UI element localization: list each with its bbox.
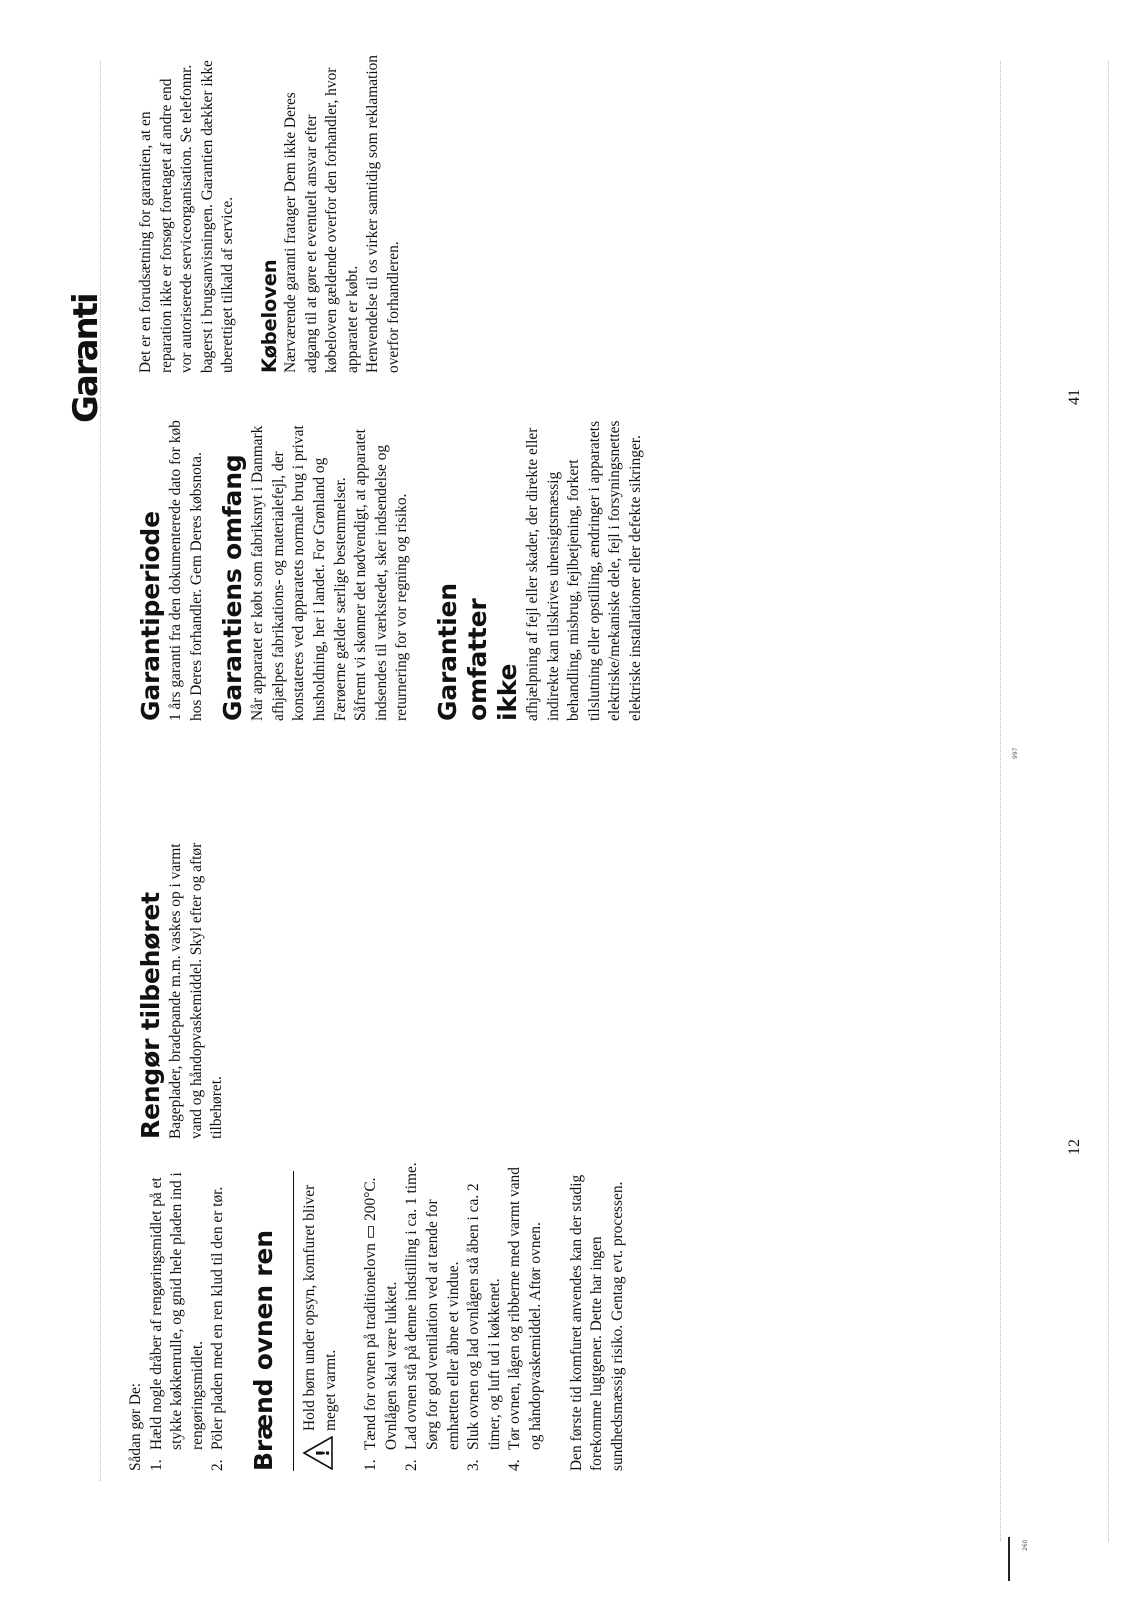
warning-text: Hold børn under opsyn, komfuret bliver meget varmt. xyxy=(300,1184,339,1431)
intro-text: Sådan gør De: xyxy=(127,1382,144,1471)
section-body: afhjælpning af fejl eller skader, der direkte eller indirekte kan tilskrives uhensigtsmæssig behandling, misbrug, fejlbetjening, forkert tilslutning eller opstilling, ændringer i apparatets elektriske/mekaniske dele, fejl i forsyningsnettes elektriske installationer eller defekte sikringer. xyxy=(523,420,644,721)
svg-text:!: ! xyxy=(312,1448,334,1458)
burn-steps xyxy=(361,1161,546,1471)
right-column-2 xyxy=(136,55,405,373)
burn-step: 1. Tænd for ovnen på traditionelovn ▭ 200°C. Ovnlågen skal være lukket. xyxy=(362,1177,400,1471)
warning-triangle-icon xyxy=(302,1435,334,1471)
page-number-right: 41 xyxy=(1066,389,1083,405)
left-column-1 xyxy=(126,1161,628,1471)
section-body: Når apparatet er købt som fabriksnyt i Danmark afhjælpes fabrikations- og materialefejl, der konstateres ved apparatets normale brug i privat husholdning, her i landet. For Grønland og Færøerne gælder særlige bestemmelser. xyxy=(249,425,349,721)
kob-text: Henvendelse til os virker samtidig som reklamation overfor forhandleren. xyxy=(364,54,402,373)
scan-dots-bottom xyxy=(1000,61,1001,1541)
page-title: Garanti xyxy=(66,294,106,423)
service-text: Det er en forudsætning for garantien, at en reparation ikke er forsøgt foretaget af andre end vor autoriserede serviceorganisation. Se telefonnr. bagerst i brugsanvisningen. Garantien dækker ikke uberettiget tilkald af service. xyxy=(137,60,237,373)
burn-step: 2. Lad ovnen stå på denne indstilling i ca. 1 time. Sørg for god ventilation ved at tænde for emhætten eller åbne et vindue. xyxy=(403,1162,462,1471)
kob-text: Nærværende garanti fratager Dem ikke Deres adgang til at gøre et eventuelt ansvar efter købeloven gældende overfor den forhandler, hvor apparatet er købt. xyxy=(281,67,361,373)
accessories-text: Bageplader, bradepande m.m. vaskes op i varmt vand og håndopvaskemiddel. Skyl efter og aftør tilbehøret. xyxy=(167,842,226,1139)
page-code-left: 260 xyxy=(1022,1539,1029,1551)
burn-step-note: Ovnlågen skal være lukket. xyxy=(382,1281,400,1450)
scan-dots-top xyxy=(100,61,101,1481)
warning-box xyxy=(293,1171,341,1471)
cleaning-steps xyxy=(147,1161,229,1471)
section-heading: Garantiperiode xyxy=(136,511,165,721)
burn-heading: Brænd ovnen ren xyxy=(248,1230,278,1471)
accessories-heading: Rengør tilbehøret xyxy=(136,892,165,1139)
section-body: Såfremt vi skønner det nødvendigt, at apparatet indsendes til værkstedet, sker indsendelse og returnering for vor regning og risiko. xyxy=(352,429,411,721)
page-number-left: 12 xyxy=(1066,1139,1083,1155)
kob-heading: Købeloven xyxy=(257,259,281,373)
burn-step: 4. Tør ovnen, lågen og ribberne med varmt vand og håndopvaskemiddel. Aftør ovnen. xyxy=(506,1167,544,1471)
left-column-2 xyxy=(136,839,228,1139)
burn-step: 3. Sluk ovnen og lad ovnlågen stå åben i ca. 2 timer, og luft ud i køkkenet. xyxy=(465,1183,503,1471)
section-body: 1 års garanti fra den dokumenterede dato for køb hos Deres forhandler. Gem Deres købsnota. xyxy=(167,420,205,721)
cleaning-step: 2. Pöler pladen med en ren klud til den er tør. xyxy=(209,1186,227,1471)
section-heading: Garantien omfatter ikke xyxy=(432,583,522,721)
scan-dots-right xyxy=(1108,61,1109,1541)
section-heading: Garantiens omfang xyxy=(218,454,248,721)
closing-text: Den første tid komfuret anvendes kan der stadig forekomme lugtgener. Dette har ingen sundhedsmæssig risiko. Gentag evt. processen. xyxy=(567,1174,626,1471)
right-column-1 xyxy=(136,401,647,721)
page-code-right: 997 xyxy=(1012,747,1019,759)
scan-edge-mark xyxy=(1008,1537,1010,1581)
cleaning-step: 1. Hæld nogle dråber af rengøringsmidlet på et stykke køkkenrulle, og gnid hele pladen ind i rengøringsmidlet. xyxy=(147,1172,206,1471)
